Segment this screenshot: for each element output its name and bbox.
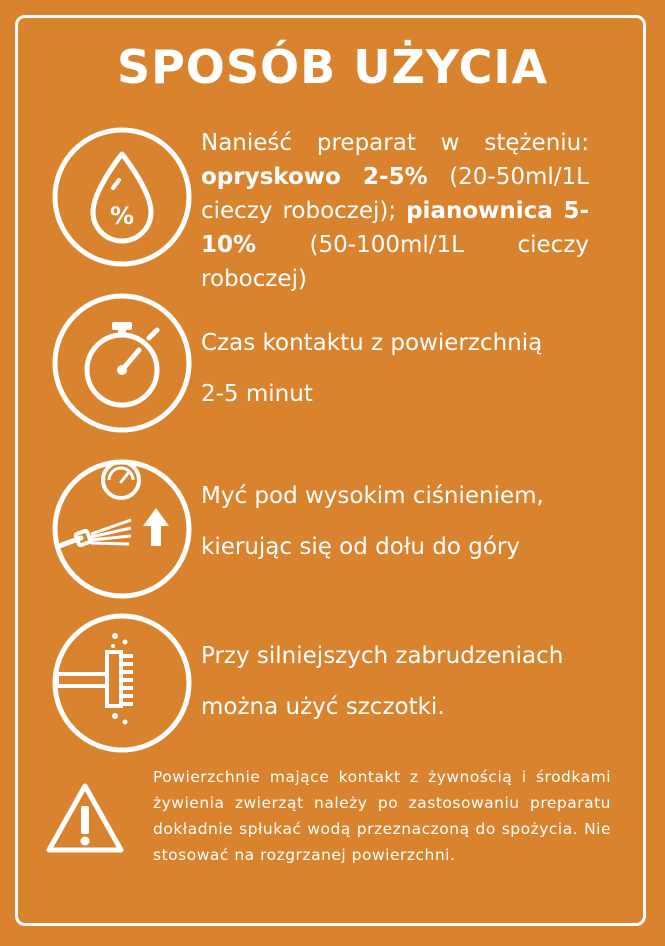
dosage-spray-detail: (20-50ml/1L cieczy roboczej); xyxy=(201,164,589,224)
warning-text: Powierzchnie mające kontakt z żywnością i środkami żywienia zwierząt należy po zastosowaniu preparatu dokładnie spłukać wodą przeznaczoną do spożycia. Nie stosować na rozgrzanej powierzchni. xyxy=(153,768,611,864)
page-title: SPOSÓB UŻYCIA xyxy=(116,40,549,94)
step-dosage-text xyxy=(201,126,589,296)
contact-time-line1: Czas kontaktu z powierzchnią xyxy=(201,330,543,356)
svg-text:%: % xyxy=(109,202,135,230)
dosage-foam-detail: (50-100ml/1L cieczy roboczej) xyxy=(201,232,589,292)
brush-line1: Przy silniejszych zabrudzeniach xyxy=(201,643,564,669)
brush-icon xyxy=(51,612,193,754)
pressure-line1: Myć pod wysokim ciśnieniem, xyxy=(201,483,544,509)
step-pressure-text xyxy=(201,471,589,573)
step-contact-time-text xyxy=(201,318,589,420)
brush-line2: można użyć szczotki. xyxy=(201,694,445,720)
pressure-washer-icon xyxy=(51,458,193,600)
contact-time-line2: 2-5 minut xyxy=(201,381,313,407)
drop-percent-icon xyxy=(51,126,193,268)
dosage-intro: Nanieść preparat w stężeniu: xyxy=(201,130,589,156)
dosage-spray: opryskowo 2-5% xyxy=(201,164,428,190)
dosage-foam: pianownica 5-10% xyxy=(201,198,589,258)
step-brush-text xyxy=(201,631,589,733)
pressure-line2: kierując się od dołu do góry xyxy=(201,534,520,560)
warning-icon xyxy=(44,780,126,856)
stopwatch-icon xyxy=(51,292,193,434)
